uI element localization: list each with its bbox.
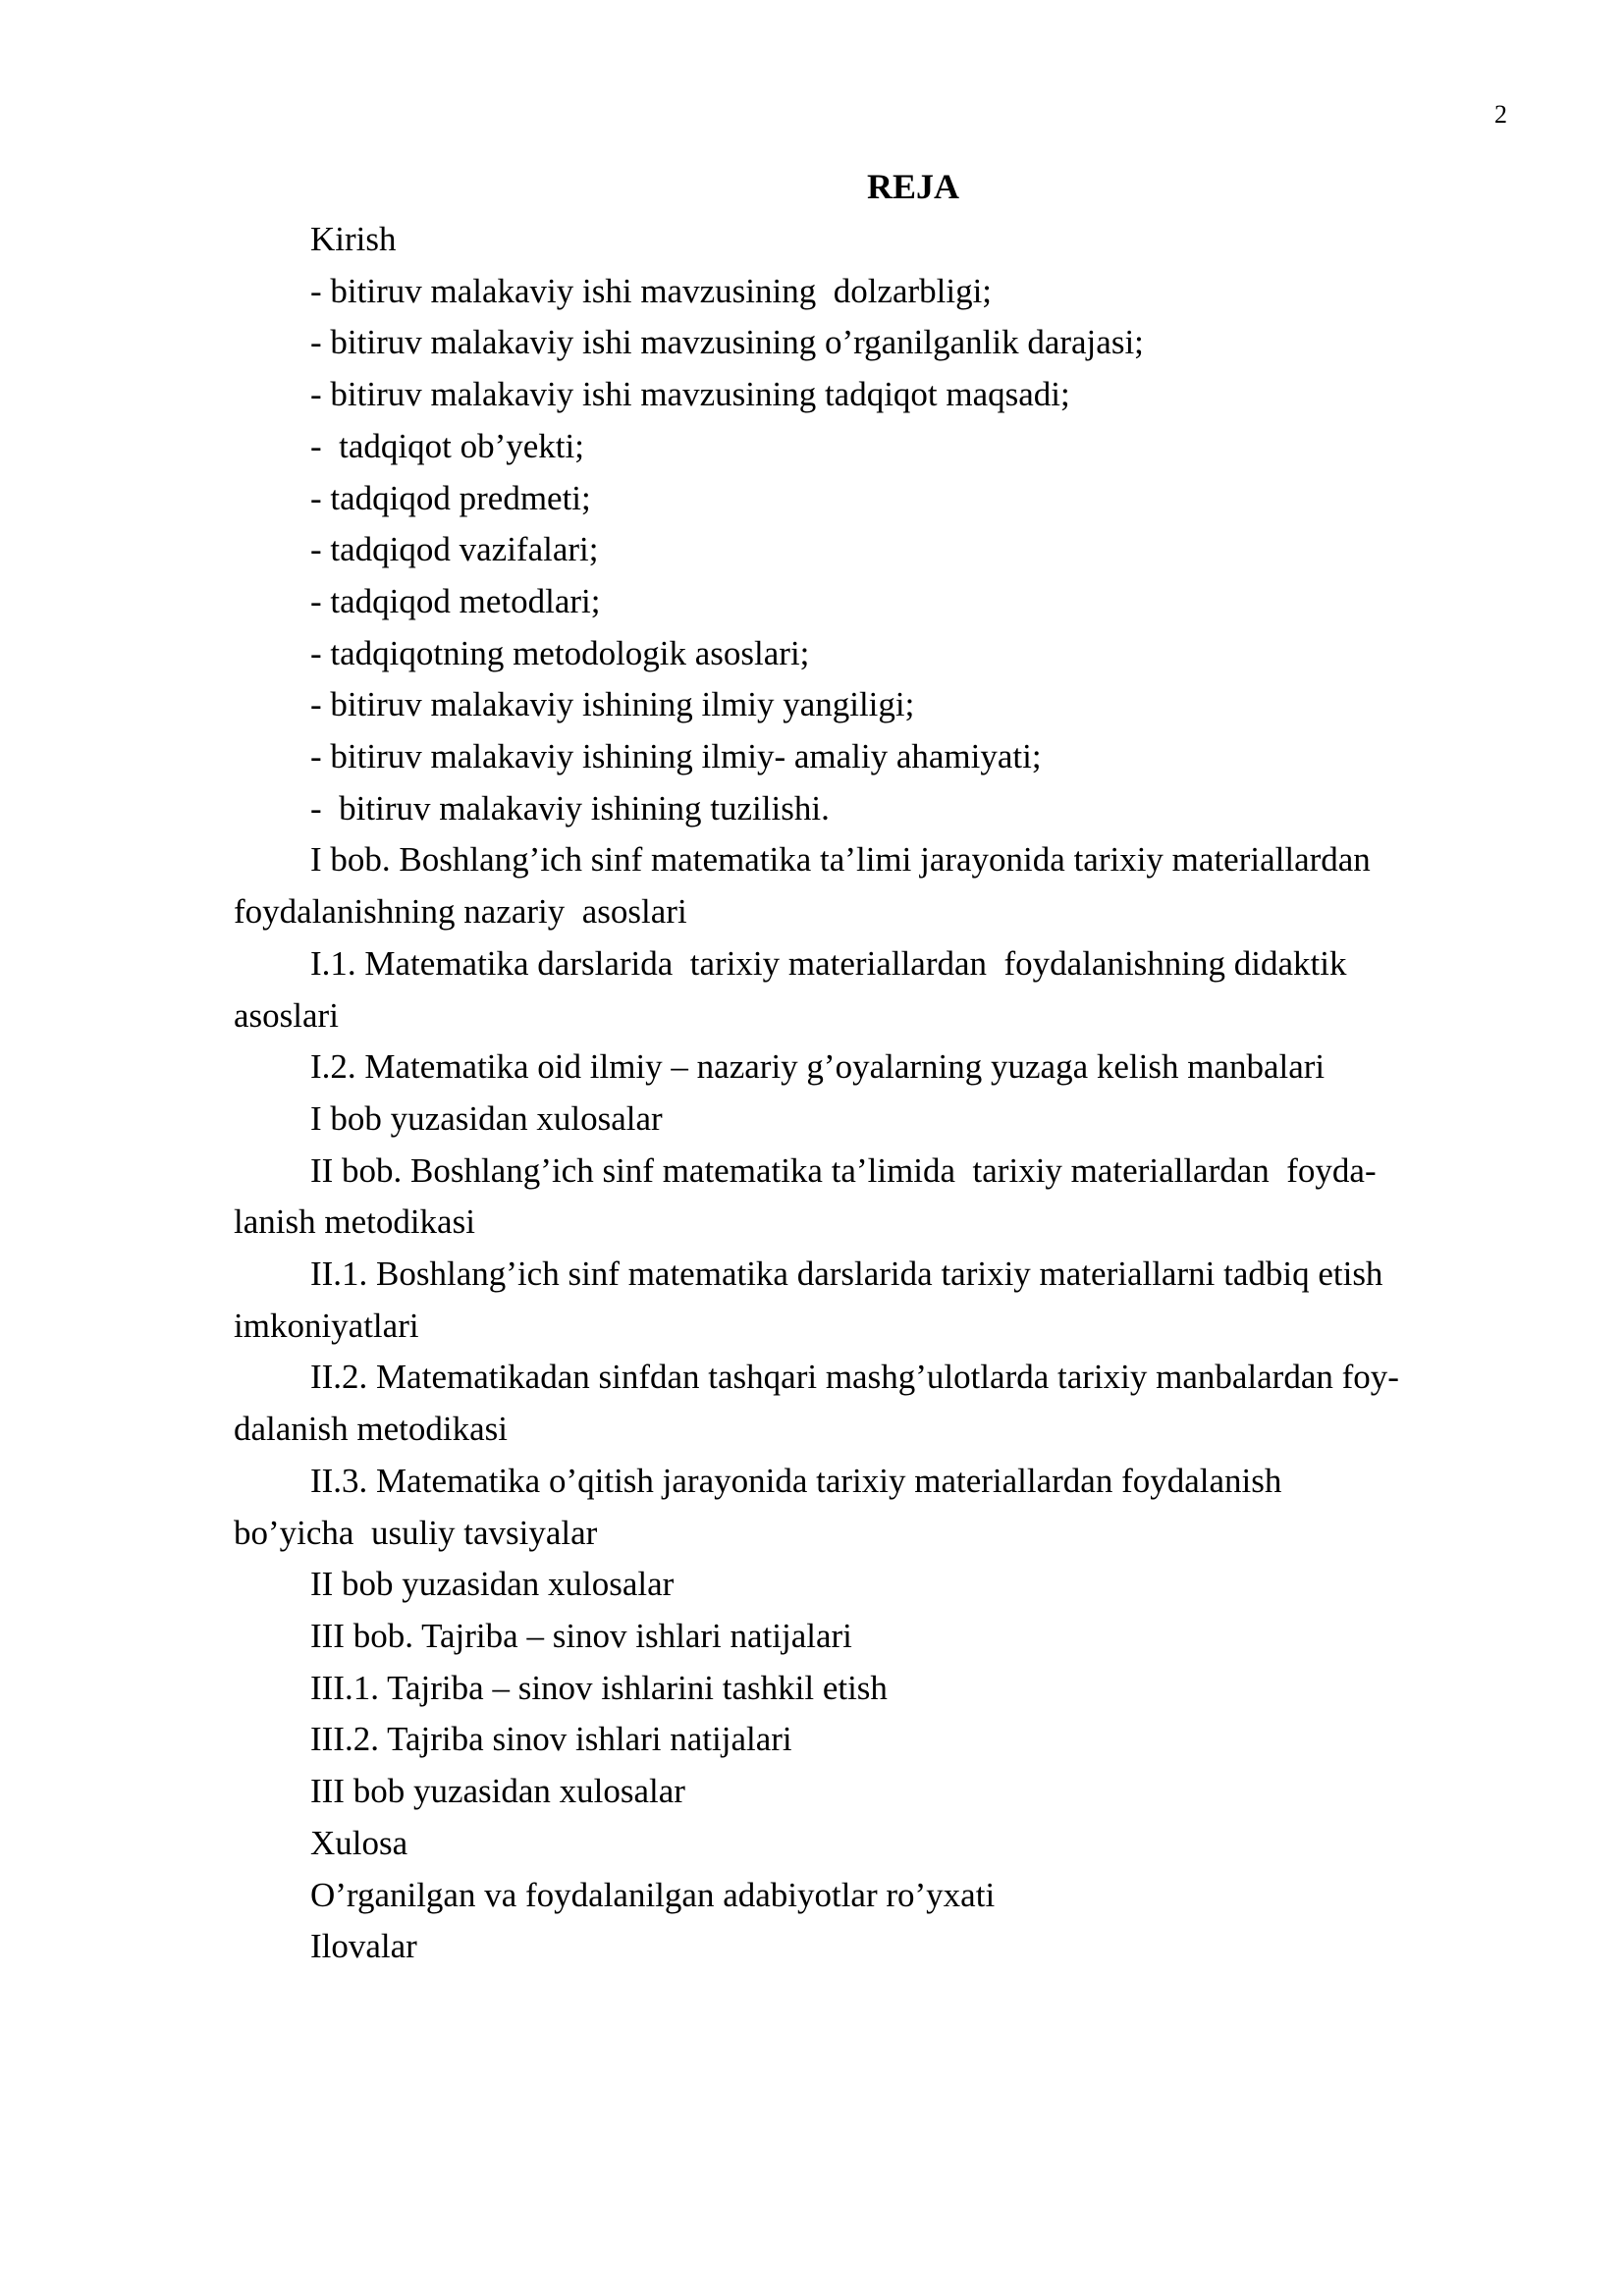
toc-line: - bitiruv malakaviy ishining ilmiy- amaliy ahamiyati; [310, 737, 1042, 776]
toc-line: II.2. Matematikadan sinfdan tashqari mashg’ulotlarda tarixiy manbalardan foy- [310, 1358, 1399, 1397]
toc-line: - bitiruv malakaviy ishining tuzilishi. [310, 788, 830, 828]
toc-line: - tadqiqod metodlari; [310, 581, 601, 620]
toc-line: - bitiruv malakaviy ishi mavzusining o’rganilganlik darajasi; [310, 323, 1144, 362]
toc-line: - tadqiqod vazifalari; [310, 530, 599, 569]
page-title: REJA [866, 167, 959, 206]
toc-line: - bitiruv malakaviy ishining ilmiy yangiligi; [310, 685, 915, 724]
table-of-contents [234, 214, 1510, 1973]
toc-line: imkoniyatlari [234, 1306, 419, 1345]
toc-line: lanish metodikasi [234, 1202, 475, 1242]
toc-line: II.3. Matematika o’qitish jarayonida tarixiy materiallardan foydalanish [310, 1461, 1282, 1500]
toc-line: bo’yicha usuliy tavsiyalar [234, 1513, 598, 1552]
toc-line: - bitiruv malakaviy ishi mavzusining dolzarbligi; [310, 271, 993, 310]
toc-line: dalanish metodikasi [234, 1410, 508, 1449]
toc-line: foydalanishning nazariy asoslari [234, 892, 687, 932]
toc-line: II.1. Boshlang’ich sinf matematika darslarida tarixiy materiallarni tadbiq etish [310, 1255, 1383, 1294]
toc-line: III bob. Tajriba – sinov ishlari natijalari [310, 1616, 852, 1655]
toc-line: III.2. Tajriba sinov ishlari natijalari [310, 1720, 792, 1759]
toc-line: - tadqiqod predmeti; [310, 478, 591, 517]
toc-line: Ilovalar [310, 1927, 417, 1966]
toc-line: II bob yuzasidan xulosalar [310, 1565, 675, 1604]
toc-line: - tadqiqotning metodologik asoslari; [310, 633, 810, 672]
toc-line: asoslari [234, 995, 339, 1035]
toc-line: I.2. Matematika oid ilmiy – nazariy g’oyalarning yuzaga kelish manbalari [310, 1047, 1326, 1087]
toc-line: I bob. Boshlang’ich sinf matematika ta’limi jarayonida tarixiy materiallardan [310, 840, 1371, 880]
toc-line: III.1. Tajriba – sinov ishlarini tashkil etish [310, 1668, 888, 1707]
page-number: 2 [1494, 100, 1507, 129]
toc-line: - tadqiqot ob’yekti; [310, 426, 584, 465]
toc-line: I bob yuzasidan xulosalar [310, 1098, 663, 1138]
toc-line: I.1. Matematika darslarida tarixiy materiallardan foydalanishning didaktik [310, 943, 1347, 983]
toc-line: O’rganilgan va foydalanilgan adabiyotlar ro’yxati [310, 1875, 996, 1914]
toc-line: II bob. Boshlang’ich sinf matematika ta’limida tarixiy materiallardan foyda- [310, 1150, 1377, 1190]
toc-line: - bitiruv malakaviy ishi mavzusining tadqiqot maqsadi; [310, 375, 1070, 414]
toc-line: III bob yuzasidan xulosalar [310, 1772, 685, 1811]
toc-line: Xulosa [310, 1823, 408, 1862]
toc-line: Kirish [310, 220, 397, 258]
